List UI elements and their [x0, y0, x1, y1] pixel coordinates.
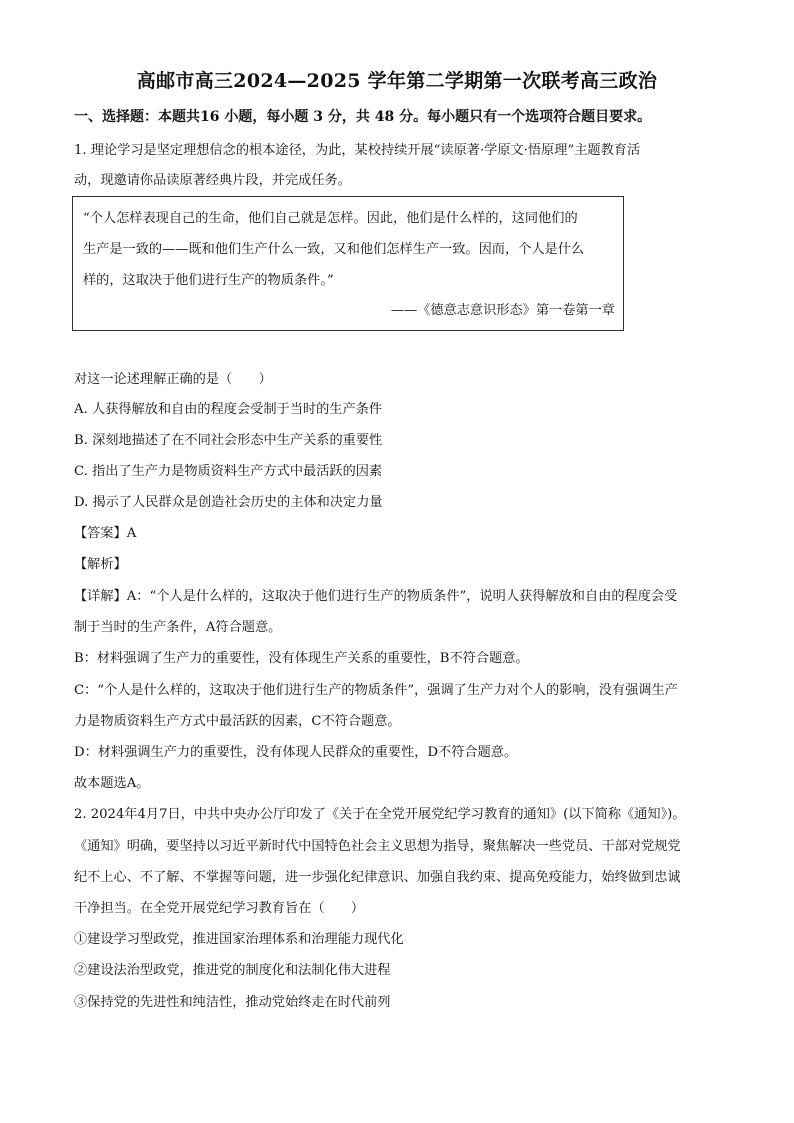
q2-stem-line: 干净担当。在全党开展党纪学习教育旨在（ ）: [74, 901, 365, 916]
q1-question: 对这一论述理解正确的是（ ）: [74, 372, 272, 387]
page-title: 高邮市高三2024—2025 学年第二学期第一次联考高三政治: [136, 70, 658, 92]
quote-line: “个人怎样表现自己的生命，他们自己就是怎样。因此，他们是什么样的，这同他们的: [83, 211, 578, 226]
quote-source: ——《德意志意识形态》第一卷第一章: [390, 303, 615, 318]
quote-box: [72, 196, 624, 331]
q2-stem-line: 2. 2024年4月7日，中共中央办公厅印发了《关于在全党开展党纪学习教育的通知》(以下简称《通知》)。: [74, 807, 686, 822]
answer-label: 【答案】A: [74, 526, 137, 541]
detail-line: B：材料强调了生产力的重要性，没有体现生产关系的重要性，B不符合题意。: [74, 651, 529, 666]
option-b: B. 深刻地描述了在不同社会形态中生产关系的重要性: [74, 433, 383, 448]
detail-line: 【详解】A：“个人是什么样的，这取决于他们进行生产的物质条件”，说明人获得解放和自由的程度会受: [74, 589, 678, 604]
option-d: D. 揭示了人民群众是创造社会历史的主体和决定力量: [74, 495, 383, 510]
detail-line: 制于当时的生产条件，A符合题意。: [74, 620, 282, 635]
option-a: A. 人获得解放和自由的程度会受制于当时的生产条件: [74, 402, 383, 417]
q2-stem-line: 《通知》明确，要坚持以习近平新时代中国特色社会主义思想为指导，聚焦解决一些党员、干部对党规党: [74, 839, 681, 854]
q1-stem-line: 1. 理论学习是坚定理想信念的根本途径，为此，某校持续开展“读原著·学原文·悟原理”主题教育活: [74, 143, 641, 158]
option-c: C. 指出了生产力是物质资料生产方式中最活跃的因素: [74, 464, 383, 479]
quote-line: 生产是一致的——既和他们生产什么一致，又和他们怎样生产一致。因而，个人是什么: [83, 242, 585, 257]
detail-line: 力是物质资料生产方式中最活跃的因素，C不符合题意。: [74, 714, 401, 729]
conclusion-line: 故本题选A。: [74, 776, 150, 791]
quote-line: 样的，这取决于他们进行生产的物质条件。”: [83, 273, 334, 288]
analysis-label: 【解析】: [74, 557, 127, 572]
section-heading: 一、选择题：本题共16 小题，每小题 3 分，共 48 分。每小题只有一个选项符合题目要求。: [74, 109, 652, 125]
q2-item: ②建设法治型政党，推进党的制度化和法制化伟大进程: [74, 963, 391, 978]
detail-line: D：材料强调生产力的重要性，没有体现人民群众的重要性，D不符合题意。: [74, 745, 518, 760]
q1-stem-line: 动，现邀请你品读原著经典片段，并完成任务。: [74, 173, 351, 188]
q2-item: ③保持党的先进性和纯洁性，推动党始终走在时代前列: [74, 995, 391, 1010]
q2-stem-line: 纪不上心、不了解、不掌握等问题，进一步强化纪律意识、加强自我约束、提高免疫能力，始终做到忠诚: [74, 870, 681, 885]
detail-line: C：“个人是什么样的，这取决于他们进行生产的物质条件”，强调了生产力对个人的影响，没有强调生产: [74, 683, 678, 698]
q2-item: ①建设学习型政党，推进国家治理体系和治理能力现代化: [74, 932, 404, 947]
